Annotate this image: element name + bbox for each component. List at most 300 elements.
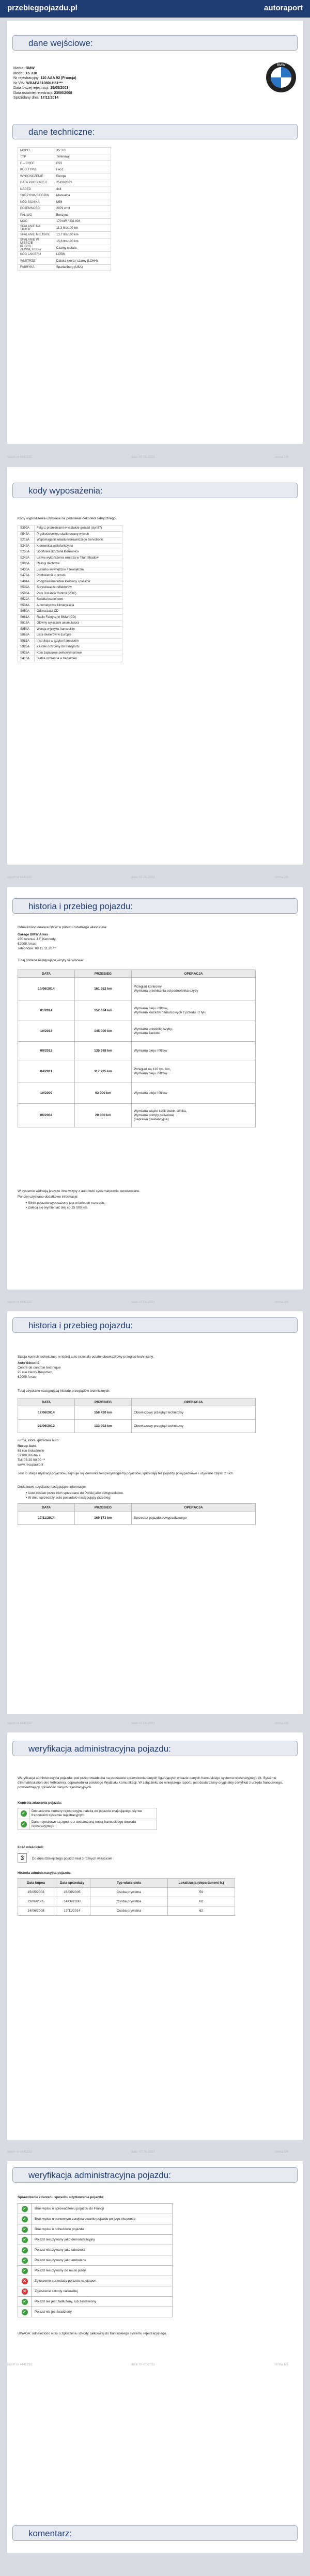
tech-value: Europe: [54, 173, 111, 180]
input-data: [13, 66, 76, 101]
equip-code: S863A: [18, 632, 35, 639]
control-icon-cell: [18, 1819, 29, 1830]
seller-line: Recup Auto: [18, 1444, 37, 1448]
equip-code: S502A: [18, 585, 35, 591]
operation-line: Wymiana wiązki kabli elektr. silnika,: [134, 1109, 187, 1113]
footer-date: data: 07-01-2022: [131, 456, 155, 459]
page-2: [7, 467, 303, 865]
equip-desc: Relingi dachowe: [35, 561, 122, 567]
tech-value: 4x4: [54, 186, 111, 193]
footer-page: strona 4/6: [274, 1722, 288, 1725]
equip-code: S216A: [18, 537, 35, 544]
row-date: 10/06/2014: [18, 978, 75, 1000]
seller-line: www.recupauto.fr: [18, 1463, 44, 1467]
check-icon: ✓: [22, 2237, 28, 2243]
check-text: Zgłoszenie sprzedaży pojazdu na eksport: [32, 2276, 173, 2286]
tech-key: KOD TYPU: [18, 167, 54, 173]
row-operation: [132, 978, 256, 1000]
section-title-comment: komentarz:: [12, 2525, 298, 2541]
equip-code: S926A: [18, 650, 35, 656]
check-text: Pojazd nieużywany jako ambulans: [32, 2255, 173, 2266]
equip-code: S818A: [18, 621, 35, 627]
footer-report-no: raport nr 4441232: [7, 2363, 32, 2366]
seller-line: 59100 Roubaix: [18, 1454, 40, 1457]
equip-code: S881A: [18, 638, 35, 644]
control-title: Kontrola zdawania pojazdu:: [18, 1801, 62, 1805]
equip-row: [18, 597, 122, 603]
tech-table: [18, 147, 111, 271]
equip-row: [18, 526, 122, 532]
row-date: 17/11/2014: [18, 1512, 75, 1525]
control-text: Dostarczone numery rejestracyjne należą do pojazdu znajdującego się we francuskim systemie rejestracyjnym: [29, 1808, 157, 1819]
input-row: [13, 81, 76, 86]
owners-text: Do dnia dzisiejszego pojazd miał 3 różnych właścicieli: [32, 1857, 112, 1861]
tech-value: Spartanburg (USA): [54, 264, 111, 271]
equip-code: S925A: [18, 644, 35, 650]
check-text: Zgłoszenie szkody całkowitej: [32, 2286, 173, 2297]
equip-code: S413A: [18, 656, 35, 662]
equip-row: [18, 650, 122, 656]
equip-desc: Prędkościomierz skalibrowany w km/h: [35, 531, 122, 537]
section-title-history-2: historia i przebieg pojazdu:: [12, 1317, 298, 1333]
tech-key: POJEMNOŚĆ: [18, 205, 54, 212]
footer-date: data: 07-01-2022: [131, 2151, 155, 2154]
input-row: [13, 76, 76, 81]
check-row: [18, 2255, 173, 2266]
tech-value: Benzyna: [54, 212, 111, 219]
admin2-note: UWAGA: odnaleziono wpis o zgłoszeniu szkody całkowitej do francuskiego systemu rejestracyjnego.: [18, 2332, 167, 2335]
equip-row: [18, 549, 122, 555]
tech-value: Dakota skóra / czarny (LCHH): [54, 258, 111, 265]
equip-code: S661A: [18, 614, 35, 621]
table-header: Typ właściciela: [90, 1879, 168, 1888]
input-key: Sprzedany dnia:: [13, 96, 41, 100]
hist2-station: [18, 1361, 291, 1379]
check-text: Brak wpisu o ponownym zarejestrowaniu pojazdu po jego eksporcie: [32, 2214, 173, 2224]
equip-code: S386A: [18, 561, 35, 567]
row-date: 06/2004: [18, 1104, 75, 1127]
table-row: [18, 1104, 256, 1127]
equip-desc: Sportowa skórzana kierownica: [35, 549, 122, 555]
tech-value: 13,7 ltrs/100 km: [54, 232, 111, 238]
table-header: Data kupna: [18, 1879, 54, 1888]
tech-key: SKRZYNIA BIEGÓW: [18, 193, 54, 199]
row-operation: [132, 1512, 256, 1525]
dealer-line: Garage BMW Arras: [18, 933, 48, 936]
cross-icon: ✕: [22, 2278, 28, 2284]
brand-name: autoraport: [264, 4, 303, 12]
control-text: Dane rejestrowe są zgodne z dostarczoną kopią francuskiego dowodu rejestracyjnego: [29, 1819, 157, 1830]
equip-desc: Główny wyłącznik akumulatora: [35, 621, 122, 627]
equip-row: [18, 644, 122, 650]
hist1-note: W systemie widnieją jeszcze inne wizyty z auto bubi systematycznie serwisowane.: [18, 1189, 140, 1193]
input-key: Data 1-szej rejestracji:: [13, 86, 51, 90]
input-value: 15/05/2003: [50, 86, 69, 90]
admin-history-table: [18, 1878, 235, 1916]
tech-row: [18, 225, 111, 232]
equip-code: S548A: [18, 531, 35, 537]
equip-desc: Wspomaganie układu kierowniczego Servotronic: [35, 537, 122, 544]
owners-count: 3: [18, 1853, 27, 1863]
check-text: Pojazd nieużywany jako taksówka: [32, 2245, 173, 2255]
hist2-seller: [18, 1444, 291, 1467]
tech-value: 25/03/2003: [54, 180, 111, 186]
hist1-intro: Odnaleziono dealera BMW w pobliżu ostatniego właściciela:: [18, 926, 107, 929]
row-mileage: 117 925 km: [75, 1060, 132, 1083]
tech-key: MOC: [18, 218, 54, 225]
tech-key: KOD LAKIERU: [18, 251, 54, 258]
input-key: Model:: [13, 71, 25, 75]
row-mileage: 133 992 km: [75, 1420, 132, 1433]
check-icon-cell: [18, 2307, 32, 2317]
table-header: PRZEBIEG: [75, 1398, 132, 1406]
operation-line: Wymiana oleju i filtrów: [134, 1048, 167, 1053]
tech-key: NAPĘD: [18, 186, 54, 193]
equip-desc: Radio Fabryczne BMW (CD): [35, 614, 122, 621]
footer-date: data: 07-01-2022: [131, 876, 155, 879]
equip-row: [18, 573, 122, 579]
tech-value: Terenowy: [54, 154, 111, 161]
check-icon-cell: [18, 2204, 32, 2214]
check-row: [18, 2286, 173, 2297]
row-mileage: 20 000 km: [75, 1104, 132, 1127]
check-text: Pojazd nie jest zadłużony, lub zastawiony: [32, 2297, 173, 2307]
bullet-item: • Silnik pojazdu wyposażony jest w łańcuch rozrządu.: [26, 1201, 105, 1205]
equip-desc: Podłokietnik z przodu: [35, 573, 122, 579]
check-icon: ✓: [22, 2268, 28, 2274]
equip-row: [18, 602, 122, 609]
equip-code: S494A: [18, 579, 35, 585]
tech-key: WNĘTRZE: [18, 258, 54, 265]
check-text: Pojazd nie jest kradziony: [32, 2307, 173, 2317]
tech-row: [18, 199, 111, 206]
section-title-tech: dane techniczne:: [12, 124, 298, 139]
tech-key: SPALANIE MIEJSKIE: [18, 232, 54, 238]
check-icon: ✓: [22, 2309, 28, 2315]
footer-report-no: raport nr 4441232: [7, 1722, 32, 1725]
equip-desc: Park Distance Control (PDC): [35, 591, 122, 597]
check-icon-cell: [18, 2214, 32, 2224]
bullet-item: • Zalecą się wymieniać olej co 25 000 km.: [26, 1206, 88, 1210]
check-icon-cell: [18, 2224, 32, 2235]
table-header: Lokalizacja (departament fr.): [168, 1879, 235, 1888]
equip-desc: Odtwarzacz CD: [35, 609, 122, 615]
table-row: [18, 1897, 235, 1906]
row-mileage: 161 552 km: [75, 978, 132, 1000]
station-line: Auto Sécurité: [18, 1361, 40, 1365]
footer-report-no: raport nr 4441232: [7, 876, 32, 879]
input-key: Nr VIN:: [13, 81, 26, 85]
service-history-table: [18, 969, 256, 1127]
operation-line: Wymiana klocków hamulcowych z przodu i z tyłu: [134, 1010, 207, 1014]
equip-row: [18, 561, 122, 567]
tech-key: KOLOR ZEWNĘTRZNY: [18, 245, 54, 251]
bullet-item: • W dniu sprzedaży auto posiadało następujący przebieg:: [26, 1496, 111, 1500]
equip-row: [18, 591, 122, 597]
bmw-logo-text: BMW: [276, 63, 286, 67]
footer-report-no: raport nr 4441232: [7, 1301, 32, 1304]
operation-line: Wymiana oleju i filtrów: [134, 1071, 167, 1075]
tech-row: [18, 258, 111, 265]
check-icon: ✓: [21, 1810, 27, 1817]
table-row: [18, 1888, 235, 1897]
table-header: OPERACJA: [132, 1398, 256, 1406]
hist2-seller-intro: Firma, która sprzedała auto:: [18, 1439, 59, 1442]
input-key: Nr rejestracyjny:: [13, 76, 41, 80]
equip-row: [18, 531, 122, 537]
row-date: 10/2013: [18, 1021, 75, 1042]
equip-code: S854A: [18, 626, 35, 632]
table-cell: 15/05/2003: [18, 1888, 54, 1897]
input-key: Marka:: [13, 67, 26, 70]
page-5: [7, 1732, 303, 2140]
check-icon: ✓: [22, 2247, 28, 2253]
table-cell: 14/06/2008: [18, 1906, 54, 1916]
input-value: X5 3.0I: [25, 71, 37, 75]
equip-desc: Światła ksenonowe: [35, 597, 122, 603]
row-date: 17/06/2014: [18, 1406, 75, 1420]
hist2-add-intro: Dodatkowe uzyskano następujące informacje:: [18, 1485, 86, 1489]
equip-code: S242A: [18, 555, 35, 561]
tech-row: [18, 161, 111, 167]
equip-table: [18, 525, 122, 662]
tech-row: [18, 167, 111, 173]
equip-row: [18, 543, 122, 549]
section-title-admin-1: weryfikacja administracyjna pojazdu:: [12, 1741, 298, 1756]
row-operation: [132, 1406, 256, 1420]
equip-row: [18, 626, 122, 632]
owners-title: Ilość właścicieli:: [18, 1846, 44, 1849]
input-value: WBAFA51080LH51***: [26, 81, 63, 85]
hist1-contact: Poniżej uzyskano dodatkowe informacje:: [18, 1195, 79, 1199]
site-name[interactable]: przebiegpojazdu.pl: [7, 4, 78, 12]
table-row: [18, 1000, 256, 1021]
check-row: [18, 2266, 173, 2276]
row-operation: [132, 1083, 256, 1104]
section-title-admin-2: weryfikacja administracyjna pojazdu:: [12, 2167, 298, 2183]
footer-report-no: raport nr 4441232: [7, 456, 32, 459]
inspection-table: [18, 1398, 256, 1433]
footer-page: strona 2/6: [274, 876, 288, 879]
tech-key: E – CODE: [18, 161, 54, 167]
row-operation: [132, 1104, 256, 1127]
tech-key: FABRYKA: [18, 264, 54, 271]
equip-desc: Automatyczna klimatyzacja: [35, 602, 122, 609]
equip-code: S430A: [18, 567, 35, 573]
input-value: 17/11/2014: [40, 96, 59, 100]
row-mileage: 152 324 km: [75, 1000, 132, 1021]
bmw-logo-icon: [266, 62, 297, 93]
input-key: Data ostatniej rejestracji:: [13, 91, 54, 95]
equip-row: [18, 579, 122, 585]
input-row: [13, 86, 76, 91]
row-date: 09/2012: [18, 1042, 75, 1060]
check-row: [18, 2276, 173, 2286]
footer-date: data: 07-01-2022: [131, 2363, 155, 2366]
table-header: PRZEBIEG: [75, 970, 132, 978]
table-header: DATA: [18, 1504, 75, 1512]
table-row: [18, 1420, 256, 1433]
input-value: 23/06/2008: [54, 91, 72, 95]
hist1-bullets: [26, 1201, 300, 1210]
check-icon-cell: [18, 2266, 32, 2276]
control-icon-cell: [18, 1808, 29, 1819]
row-date: 21/06/2012: [18, 1420, 75, 1433]
table-cell: Osoba prywatna: [90, 1906, 168, 1916]
tech-row: [18, 205, 111, 212]
input-value: BMW: [25, 67, 35, 70]
table-header-row: [18, 1398, 256, 1406]
footer-page: strona 1/6: [274, 456, 288, 459]
footer-date: data: 07-01-2022: [131, 1722, 155, 1725]
check-text: Pojazd nieużywany do nauki jazdy: [32, 2266, 173, 2276]
row-mileage: 169 573 km: [75, 1512, 132, 1525]
station-line: 25 rue Henry Bousmen,: [18, 1371, 53, 1374]
dealer-line: 62000 Arras: [18, 942, 36, 946]
table-header: DATA: [18, 1398, 75, 1406]
table-header-row: [18, 1504, 256, 1512]
equip-code: S522A: [18, 597, 35, 603]
footer-page: strona 6/6: [274, 2363, 288, 2366]
table-row: [18, 1906, 235, 1916]
cross-icon: ✕: [22, 2288, 28, 2295]
equip-row: [18, 621, 122, 627]
equip-row: [18, 632, 122, 639]
row-mileage: 158 420 km: [75, 1406, 132, 1420]
tech-key: KOD SILNIKA: [18, 199, 54, 206]
tech-key: DATA PRODUKCJI: [18, 180, 54, 186]
check-row: [18, 2245, 173, 2255]
tech-key: SPALANIE W MIEŚCIE: [18, 238, 54, 245]
station-line: 62000 Arras: [18, 1375, 36, 1379]
operation-line: Wymiana żarówki: [134, 1031, 160, 1035]
table-header: DATA: [18, 970, 75, 978]
operation-line: Wymiana przekładnia od podnośnika szyby: [134, 989, 198, 993]
footer-page: strona 3/6: [274, 1301, 288, 1304]
table-row: [18, 1021, 256, 1042]
equip-code: S473A: [18, 573, 35, 579]
tech-row: [18, 238, 111, 245]
table-cell: 17/11/2014: [54, 1906, 90, 1916]
equip-desc: Kierownica wielofunkcyjna: [35, 543, 122, 549]
row-date: 01/2014: [18, 1000, 75, 1021]
check-row: [18, 2214, 173, 2224]
tech-value: FA51: [54, 167, 111, 173]
equip-code: S650A: [18, 609, 35, 615]
equip-code: S249A: [18, 543, 35, 549]
equip-row: [18, 609, 122, 615]
equip-row: [18, 585, 122, 591]
operation-line: Wymiana przedniej szyby,: [134, 1027, 173, 1031]
operation-line: Wymiana oleju i filtrów: [134, 1091, 167, 1095]
page-1: [7, 21, 303, 444]
section-title-input: dane wejściowe:: [12, 35, 298, 51]
equip-code: S508A: [18, 591, 35, 597]
operation-line: Sprzedaż pojazdu powypadkowego: [134, 1516, 187, 1520]
page-4: [7, 1311, 303, 1714]
tech-row: [18, 218, 111, 225]
row-operation: [132, 1042, 256, 1060]
equip-row: [18, 614, 122, 621]
tech-key: SPALANIE NA TRASIE: [18, 225, 54, 232]
bullet-item: • Auto zostało przez nich sprzedane do Polski jako powypadkowe.: [26, 1491, 124, 1495]
table-header: OPERACJA: [132, 1504, 256, 1512]
table-row: [18, 1512, 256, 1525]
operation-line: Obowiazowy przegląd techniczny: [134, 1410, 184, 1414]
tech-row: [18, 232, 111, 238]
operation-line: (naprawa gwarancyjna): [134, 1117, 169, 1121]
table-cell: 14/06/2008: [54, 1897, 90, 1906]
seller-line: Tel: 03 20 90 00 **: [18, 1458, 45, 1462]
hist2-found: Tutaj uzyskano następującą historię przeglądów technicznych:: [18, 1389, 111, 1393]
tech-row: [18, 173, 111, 180]
footer-page: strona 5/6: [274, 2151, 288, 2154]
tech-value: Czarny metalic: [54, 245, 111, 251]
table-row: [18, 1406, 256, 1420]
equip-desc: Wersja w języku francuskim: [35, 626, 122, 632]
table-row: [18, 1060, 256, 1083]
control-table: [18, 1808, 157, 1830]
tech-value: Manualna: [54, 193, 111, 199]
footer-report-no: raport nr 4441232: [7, 2151, 32, 2154]
operation-line: Wymiana pompy paliwowej: [134, 1113, 175, 1117]
page-3: [7, 887, 303, 1290]
input-row: [13, 71, 76, 76]
tech-row: [18, 148, 111, 154]
tech-row: [18, 154, 111, 161]
tech-key: TYP: [18, 154, 54, 161]
check-icon: ✓: [22, 2257, 28, 2264]
hist2-seller-note: Jest to stacja utylizacji pojazdów, zajmuje się demontażem(recyklingiem) pojazdów, sprzedają też pojazdy powypadkowe i używane części z nich.: [18, 1472, 234, 1475]
control-row: [18, 1819, 157, 1830]
equip-desc: Podgrzewane fotele kierowcy i pasażer: [35, 579, 122, 585]
table-cell: Osoba prywatna: [90, 1888, 168, 1897]
seller-line: 88 rue Industrielle: [18, 1449, 44, 1453]
input-row: [13, 66, 76, 71]
check-text: Pojazd nieużywany jako demonstracyjny: [32, 2235, 173, 2245]
row-operation: [132, 1021, 256, 1042]
checks-title: Sprawdzenie zdarzeń i sposobu użytkowania pojazdu:: [18, 2196, 104, 2199]
equip-intro: Kody wyposażenia uzyskane na podstawie dekodera fabrycznego.: [18, 517, 117, 520]
admin-history-title: Historia administracyjna pojazdu:: [18, 1871, 72, 1875]
check-icon-cell: [18, 2276, 32, 2286]
tech-row: [18, 212, 111, 219]
check-row: [18, 2235, 173, 2245]
input-row: [13, 91, 76, 96]
operation-line: Wymiana oleju i filtrów,: [134, 1006, 168, 1010]
equip-row: [18, 656, 122, 662]
tech-row: [18, 186, 111, 193]
table-cell: 59: [168, 1888, 235, 1897]
table-cell: Osoba prywatna: [90, 1897, 168, 1906]
tech-value: LC5W: [54, 251, 111, 258]
input-row: [13, 96, 76, 101]
row-mileage: 145 000 km: [75, 1021, 132, 1042]
equip-desc: Listwa wykończenia wnętrza w Titan Shadow: [35, 555, 122, 561]
table-cell: 62: [168, 1906, 235, 1916]
page-6: [7, 2161, 303, 2553]
hist2-intro: Stacja kontroli technicznej, w której auto przeszło ostatni obowiązkowy przegląd techniczny:: [18, 1355, 154, 1359]
tech-key: WYKONCZENIE: [18, 173, 54, 180]
equip-code: S255A: [18, 549, 35, 555]
row-operation: [132, 1060, 256, 1083]
top-bar: [0, 0, 310, 18]
table-header-row: [18, 970, 256, 978]
table-cell: 62: [168, 1897, 235, 1906]
check-icon: ✓: [21, 1821, 27, 1827]
tech-value: 11,3 ltrs/100 km: [54, 225, 111, 232]
control-row: [18, 1808, 157, 1819]
